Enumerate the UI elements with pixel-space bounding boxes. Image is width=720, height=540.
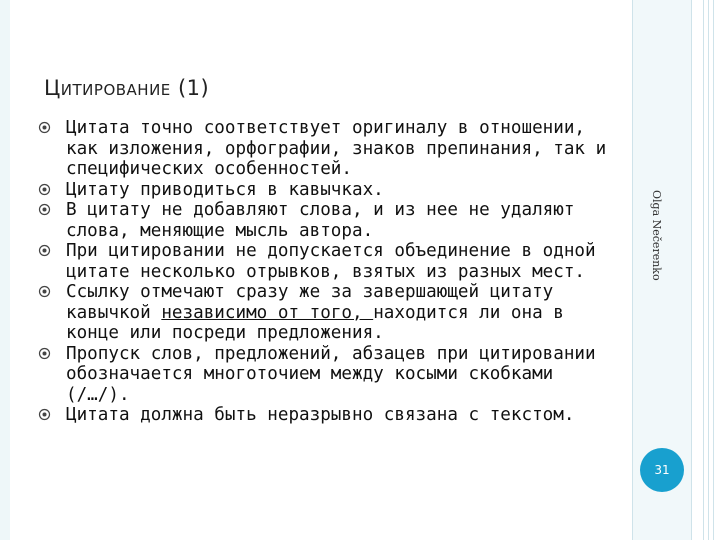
list-item (36, 118, 626, 180)
frame-left-border (0, 0, 10, 540)
list-item-text: При цитировании не допускается объединение в одной цитате несколько отрывков, взятых из разных мест. (66, 241, 596, 282)
circle-bullet-icon (38, 244, 51, 257)
list-item-text-underlined: независимо от того, (161, 302, 374, 323)
circle-bullet-icon (38, 408, 51, 421)
decorative-line (703, 0, 704, 540)
decorative-line (713, 0, 714, 540)
list-item (36, 200, 626, 241)
list-item (36, 180, 626, 201)
list-item (36, 344, 626, 406)
circle-bullet-icon (38, 183, 51, 196)
bullet-list (36, 118, 626, 426)
list-item-text: В цитату не добавляют слова, и из нее не удаляют слова, меняющие мысль автора. (66, 200, 575, 241)
list-item-text: Цитата должна быть неразрывно связана с текстом. (66, 405, 575, 425)
circle-bullet-icon (38, 203, 51, 216)
list-item-text: Пропуск слов, предложений, абзацев при цитировании обозначается многоточием между косыми скобками (/…/). (66, 343, 596, 405)
list-item (36, 241, 626, 282)
list-item (36, 405, 626, 426)
list-item-text: Цитату приводиться в кавычках. (66, 179, 384, 200)
slide-title: Цитирование (1) (44, 76, 210, 100)
list-item-text: Цитата точно соответствует оригиналу в отношении, как изложения, орфографии, знаков препинания, так и специфических особенностей. (66, 118, 607, 179)
page-number-badge (640, 448, 684, 492)
circle-bullet-icon (38, 121, 51, 134)
decorative-line (708, 0, 709, 540)
circle-bullet-icon (38, 347, 51, 360)
page-number: 31 (654, 463, 670, 477)
list-item (36, 282, 626, 344)
list-item-text-post: находится ли она в конце или посреди предложения. (66, 302, 564, 343)
list-item-text-pre: Ссылку отмечают сразу же за завершающей цитату кавычкой (66, 282, 554, 323)
circle-bullet-icon (38, 285, 51, 298)
author-label: Olga Nečerenko (650, 190, 663, 281)
